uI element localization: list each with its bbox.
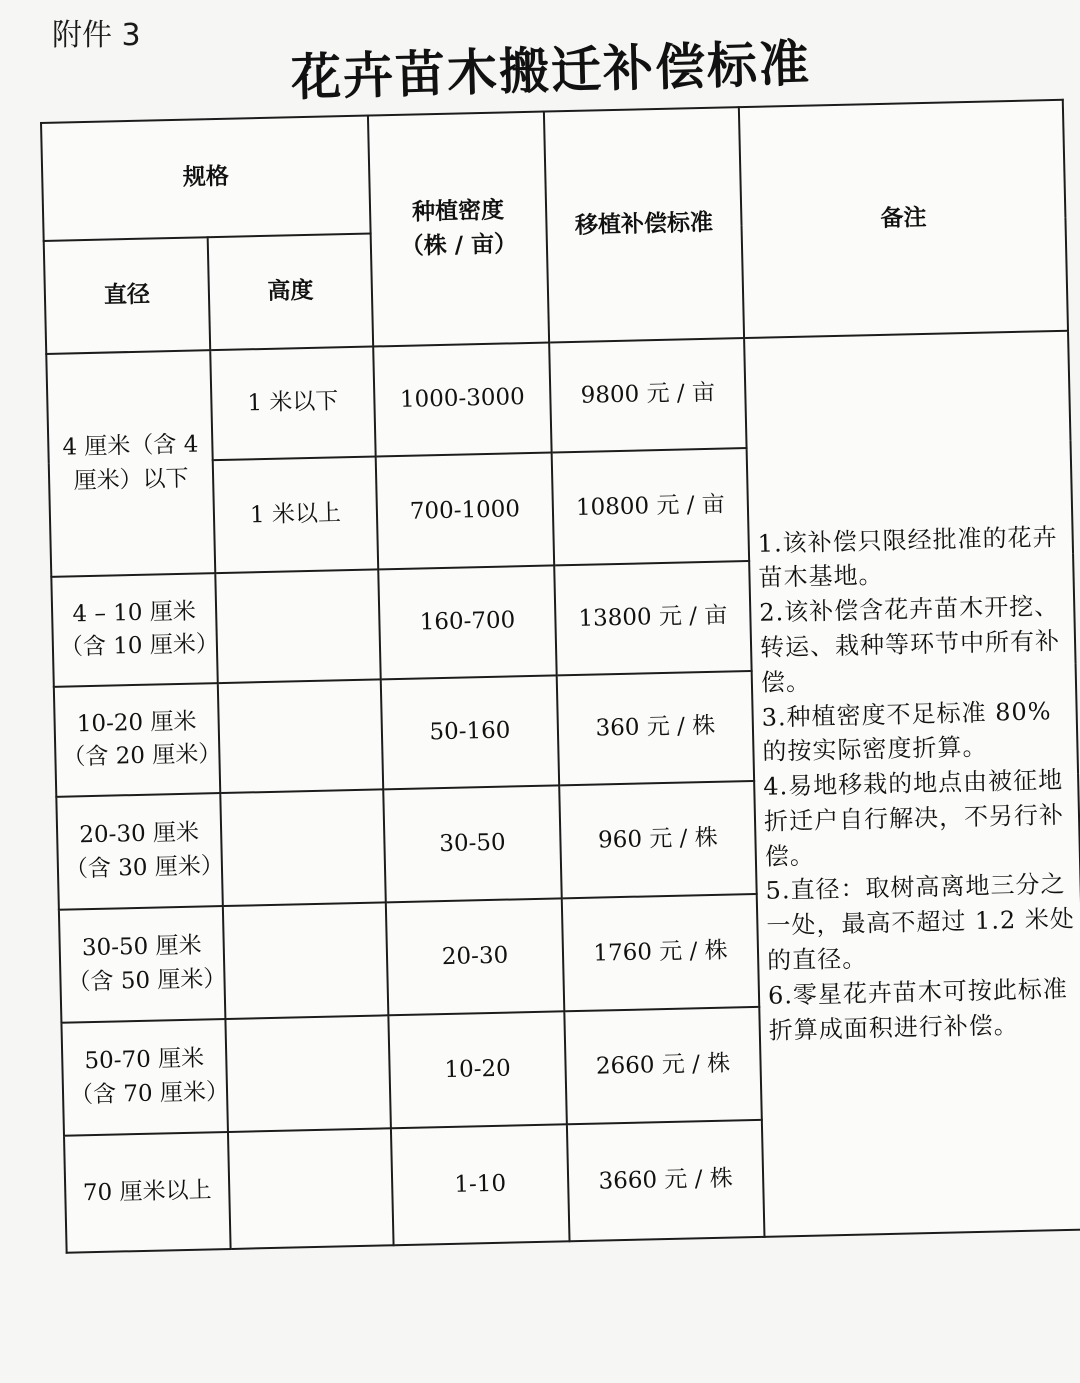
remark-item: 1.该补偿只限经批准的花卉苗木基地。 (757, 522, 1058, 593)
cell-compensation: 13800 元 / 亩 (554, 561, 751, 675)
cell-diameter-line2: （含 70 厘米） (69, 1078, 230, 1109)
cell-diameter (64, 1132, 231, 1253)
remark-item: 6.零星花卉苗木可按此标准折算成面积进行补偿。 (767, 974, 1069, 1045)
table-row (46, 331, 1070, 464)
cell-density: 30-50 (383, 785, 562, 902)
cell-compensation: 2660 元 / 株 (564, 1007, 762, 1124)
cell-density: 50-160 (381, 675, 559, 789)
page-title: 花卉苗木搬迁补偿标准 (290, 34, 812, 107)
header-spec: 规格 (41, 116, 371, 241)
cell-compensation: 360 元 / 株 (557, 671, 754, 785)
cell-diameter (59, 906, 226, 1023)
cell-height: 1 米以上 (213, 456, 379, 573)
cell-diameter-line2: （含 30 厘米） (64, 852, 225, 883)
cell-density: 160-700 (378, 565, 556, 679)
compensation-table-wrapper (40, 99, 1080, 1254)
cell-compensation: 1760 元 / 株 (562, 894, 760, 1011)
cell-diameter-line1: 4 厘米（含 4 (62, 431, 199, 461)
cell-diameter (61, 1019, 228, 1136)
cell-height (223, 902, 389, 1019)
remark-item: 2.该补偿含花卉苗木开挖、转运、栽种等环节中所有补偿。 (759, 592, 1061, 697)
cell-compensation: 10800 元 / 亩 (552, 448, 750, 565)
remark-item: 4.易地移栽的地点由被征地折迁户自行解决，不另行补偿。 (762, 766, 1065, 871)
header-density (368, 112, 549, 347)
header-compensation: 移植补偿标准 (544, 107, 744, 342)
cell-height (220, 789, 386, 906)
cell-diameter-line1: 30-50 厘米 (81, 932, 202, 962)
cell-height (228, 1128, 394, 1249)
cell-diameter-line1: 50-70 厘米 (84, 1045, 205, 1075)
cell-diameter (51, 573, 220, 687)
cell-density: 20-30 (386, 898, 565, 1015)
cell-height (215, 569, 380, 683)
cell-diameter-line1: 4 – 10 厘米 (72, 598, 197, 628)
attachment-label: 附件 3 (52, 18, 141, 53)
header-remarks: 备注 (739, 100, 1068, 338)
remark-item: 5.直径：取树高离地三分之一处，最高不超过 1.2 米处的直径。 (765, 870, 1076, 975)
cell-density: 700-1000 (376, 452, 555, 569)
header-row-1 (41, 100, 1065, 241)
cell-height (225, 1015, 391, 1132)
cell-diameter (56, 793, 223, 910)
header-density-line1: 种植密度 (411, 197, 505, 226)
compensation-table (40, 99, 1080, 1254)
cell-diameter-line2: 厘米）以下 (73, 465, 189, 494)
cell-diameter-line1: 20-30 厘米 (79, 819, 200, 849)
cell-diameter-line1: 10-20 厘米 (76, 708, 197, 737)
cell-density: 1-10 (391, 1124, 570, 1245)
header-density-line2: （株 / 亩） (400, 230, 518, 260)
cell-compensation: 960 元 / 株 (559, 781, 757, 898)
remark-item: 3.种植密度不足标准 80% 的按实际密度折算。 (761, 696, 1052, 767)
cell-diameter-line2: （含 50 厘米） (67, 965, 227, 996)
header-height: 高度 (208, 234, 374, 351)
cell-diameter (46, 350, 215, 577)
cell-diameter-line1: 70 厘米以上 (82, 1177, 212, 1207)
cell-density: 1000-3000 (373, 343, 551, 457)
cell-height (218, 679, 383, 793)
header-diameter: 直径 (44, 237, 211, 354)
cell-diameter-line2: （含 10 厘米） (59, 631, 220, 661)
cell-compensation: 3660 元 / 株 (567, 1120, 765, 1241)
cell-density: 10-20 (388, 1011, 567, 1128)
cell-compensation: 9800 元 / 亩 (549, 338, 746, 452)
cell-diameter (54, 683, 220, 797)
cell-diameter-line2: （含 20 厘米） (62, 741, 222, 771)
remarks-cell (744, 331, 1080, 1237)
cell-height: 1 米以下 (210, 346, 375, 460)
